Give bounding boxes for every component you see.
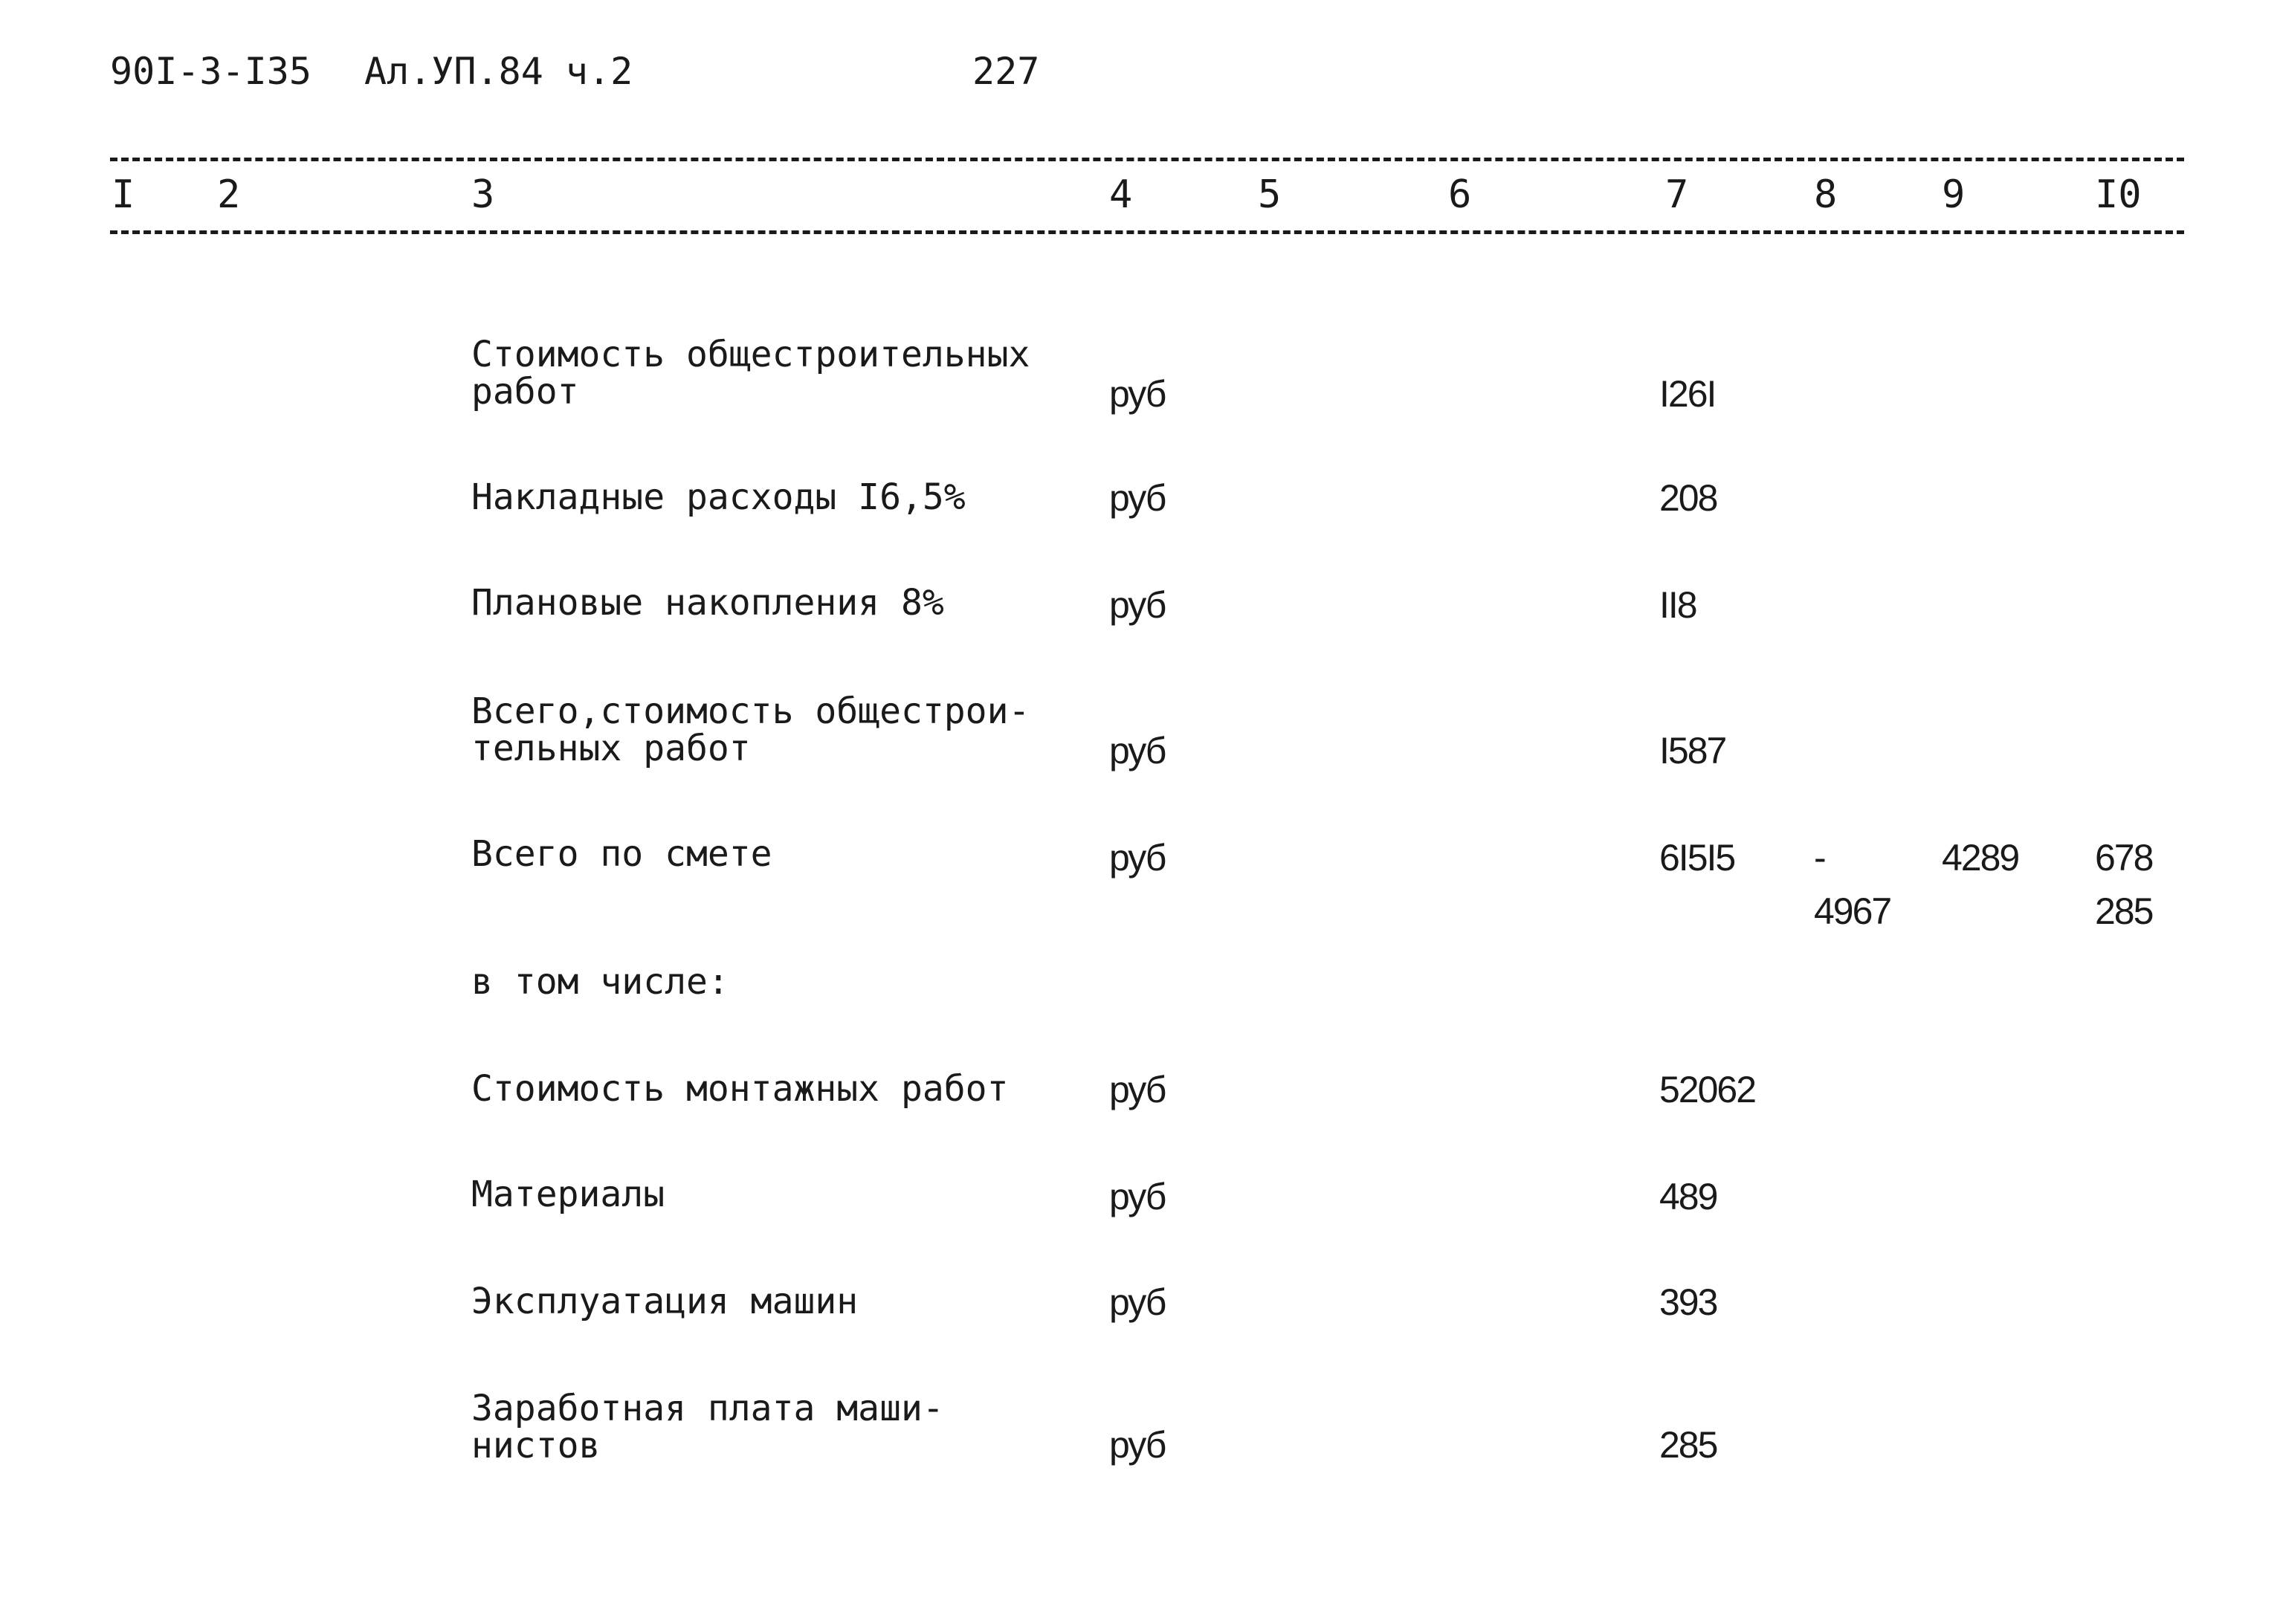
row-description	[471, 476, 966, 518]
column-number: 6	[1448, 172, 1472, 217]
col7-value: 489	[1659, 1176, 1717, 1217]
unit: руб	[1109, 1176, 1166, 1217]
column-number: 3	[471, 172, 495, 217]
page-number: 227	[972, 50, 1040, 93]
col8-value: -	[1814, 837, 1825, 879]
row-description	[471, 690, 1030, 769]
col8-value: 4967	[1814, 890, 1891, 932]
doc-code: 90I-3-I35	[110, 50, 311, 93]
row-description	[471, 582, 944, 624]
top-dashed-rule	[110, 158, 2184, 161]
description-line: в том числе:	[471, 961, 729, 1003]
description-line: тельных работ	[471, 728, 751, 769]
column-number: 5	[1258, 172, 1282, 217]
description-line: Стоимость монтажных работ	[471, 1068, 1009, 1110]
col7-value: 52062	[1659, 1069, 1756, 1110]
col7-value: 285	[1659, 1424, 1717, 1466]
col7-value: 208	[1659, 477, 1717, 519]
row-description	[471, 1068, 1009, 1110]
col7-value: 6I5I5	[1659, 837, 1735, 879]
description-line: Всего по смете	[471, 833, 772, 875]
unit: руб	[1109, 1069, 1166, 1110]
unit: руб	[1109, 584, 1166, 626]
col7-value: I26I	[1659, 373, 1716, 415]
col10-value: 285	[2095, 890, 2153, 932]
column-number: 2	[217, 172, 241, 217]
row-description	[471, 1390, 944, 1464]
unit: руб	[1109, 1281, 1166, 1323]
description-line: работ	[471, 371, 579, 413]
bottom-dashed-rule	[110, 230, 2184, 234]
unit: руб	[1109, 373, 1166, 415]
column-number: 9	[1942, 172, 1966, 217]
description-line: Плановые накопления 8%	[471, 582, 944, 624]
description-line: Накладные расходы I6,5%	[471, 476, 966, 518]
column-number: I	[112, 172, 135, 217]
column-number: 8	[1814, 172, 1838, 217]
col7-value: 393	[1659, 1281, 1717, 1323]
col10-value: 678	[2095, 837, 2153, 879]
col9-value: 4289	[1942, 837, 2019, 879]
col7-value: I587	[1659, 730, 1726, 771]
unit: руб	[1109, 837, 1166, 879]
column-number: 7	[1665, 172, 1689, 217]
description-line: Стоимость общестроительных	[471, 334, 1030, 375]
unit: руб	[1109, 1424, 1166, 1466]
column-number: 4	[1109, 172, 1133, 217]
album-ref: Ал.УП.84 ч.2	[364, 50, 633, 93]
unit: руб	[1109, 730, 1166, 771]
description-line: Материалы	[471, 1174, 665, 1215]
row-description	[471, 1283, 858, 1320]
description-line: Эксплуатация машин	[471, 1281, 859, 1322]
row-subheading	[471, 961, 729, 1003]
column-number: I0	[2095, 172, 2142, 217]
row-description	[471, 1176, 665, 1213]
row-description	[471, 334, 1030, 413]
description-line: Всего,стоимость общестрои-	[471, 690, 1030, 732]
unit: руб	[1109, 477, 1166, 519]
row-description	[471, 835, 772, 873]
description-line: нистов	[471, 1425, 601, 1466]
col7-value: II8	[1659, 584, 1696, 626]
description-line: Заработная плата маши-	[471, 1388, 944, 1429]
